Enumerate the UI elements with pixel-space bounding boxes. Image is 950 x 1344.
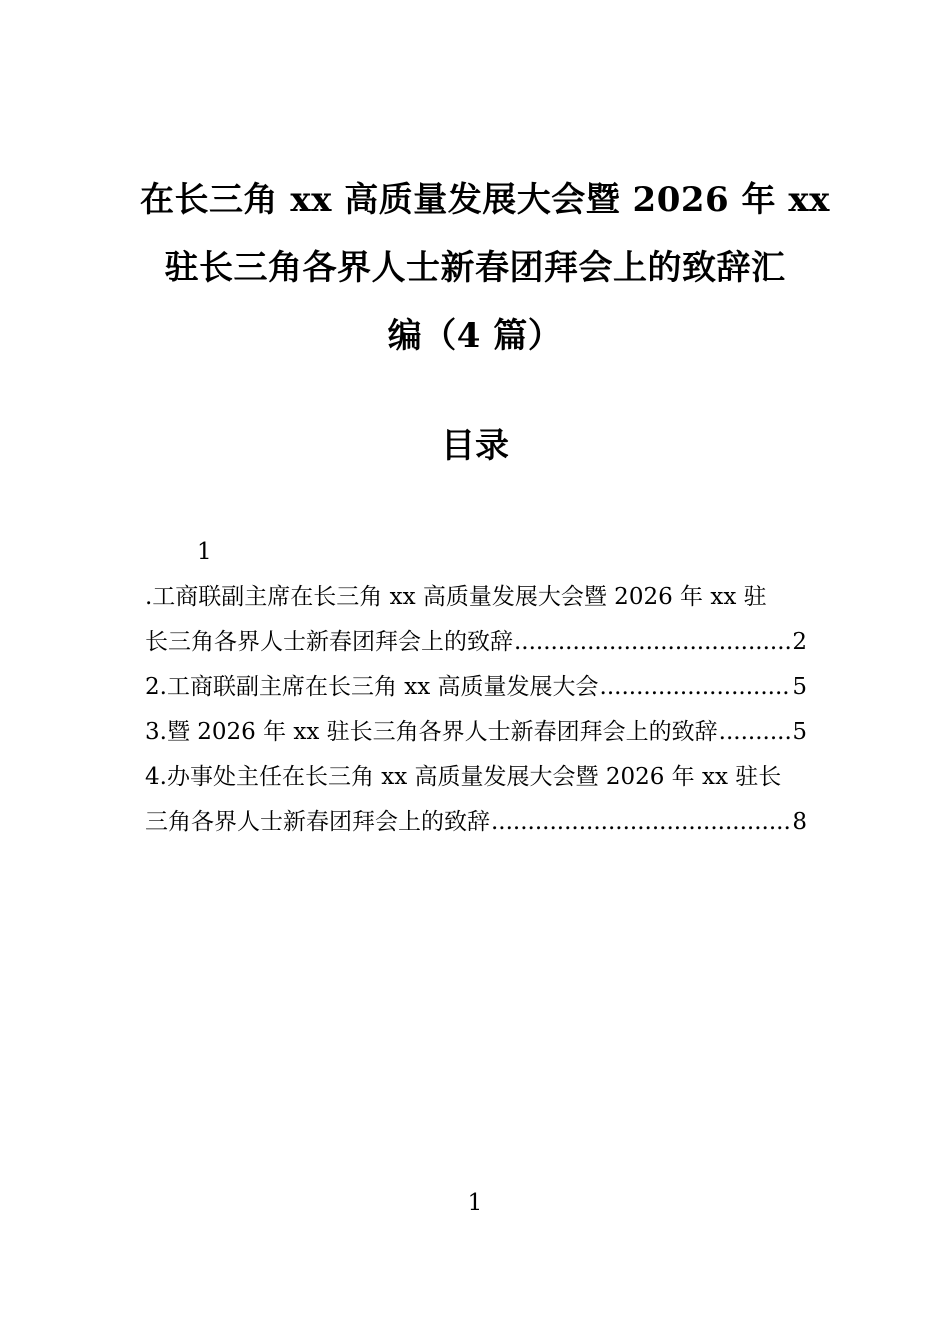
title-line-2: 驻长三角各界人士新春团拜会上的致辞汇 bbox=[164, 248, 786, 288]
title-line-1: 在长三角 xx 高质量发展大会暨 2026 年 xx bbox=[140, 180, 830, 220]
toc-entry-3-text: 3.暨 2026 年 xx 驻长三角各界人士新春团拜会上的致辞 bbox=[145, 719, 718, 745]
toc-entry-3-page: 5 bbox=[792, 719, 807, 745]
toc-entry-1-line-1[interactable] bbox=[145, 575, 807, 620]
toc-entry-2[interactable] bbox=[145, 665, 807, 710]
toc-heading: 目录 bbox=[441, 426, 509, 466]
dot-leader bbox=[491, 800, 791, 845]
table-of-contents bbox=[145, 530, 807, 845]
dot-leader bbox=[600, 665, 792, 710]
toc-entry-4-page: 8 bbox=[792, 809, 807, 835]
toc-entry-4-text-part-1: 4.办事处主任在长三角 xx 高质量发展大会暨 2026 年 xx 驻长 bbox=[145, 764, 782, 790]
toc-entry-1-line-2[interactable] bbox=[145, 620, 807, 665]
toc-entry-4-text-part-2: 三角各界人士新春团拜会上的致辞 bbox=[145, 809, 490, 835]
dot-leader bbox=[719, 710, 792, 755]
toc-entry-1-text-part-2: 长三角各界人士新春团拜会上的致辞 bbox=[145, 629, 513, 655]
title-line-3: 编（4 篇） bbox=[387, 316, 563, 356]
toc-entry-1-number[interactable]: 1 bbox=[197, 539, 212, 565]
toc-entry-3[interactable] bbox=[145, 710, 807, 755]
toc-entry-1-page: 2 bbox=[792, 629, 807, 655]
toc-entry-2-page: 5 bbox=[792, 674, 807, 700]
toc-entry-1-text-part-1: .工商联副主席在长三角 xx 高质量发展大会暨 2026 年 xx 驻 bbox=[145, 584, 767, 610]
toc-entry-4-line-1[interactable] bbox=[145, 755, 807, 800]
toc-entry-2-text: 2.工商联副主席在长三角 xx 高质量发展大会 bbox=[145, 674, 599, 700]
document-title bbox=[140, 166, 830, 370]
toc-entry-4-line-2[interactable] bbox=[145, 800, 807, 845]
page-number: 1 bbox=[467, 1190, 483, 1216]
dot-leader bbox=[514, 620, 791, 665]
